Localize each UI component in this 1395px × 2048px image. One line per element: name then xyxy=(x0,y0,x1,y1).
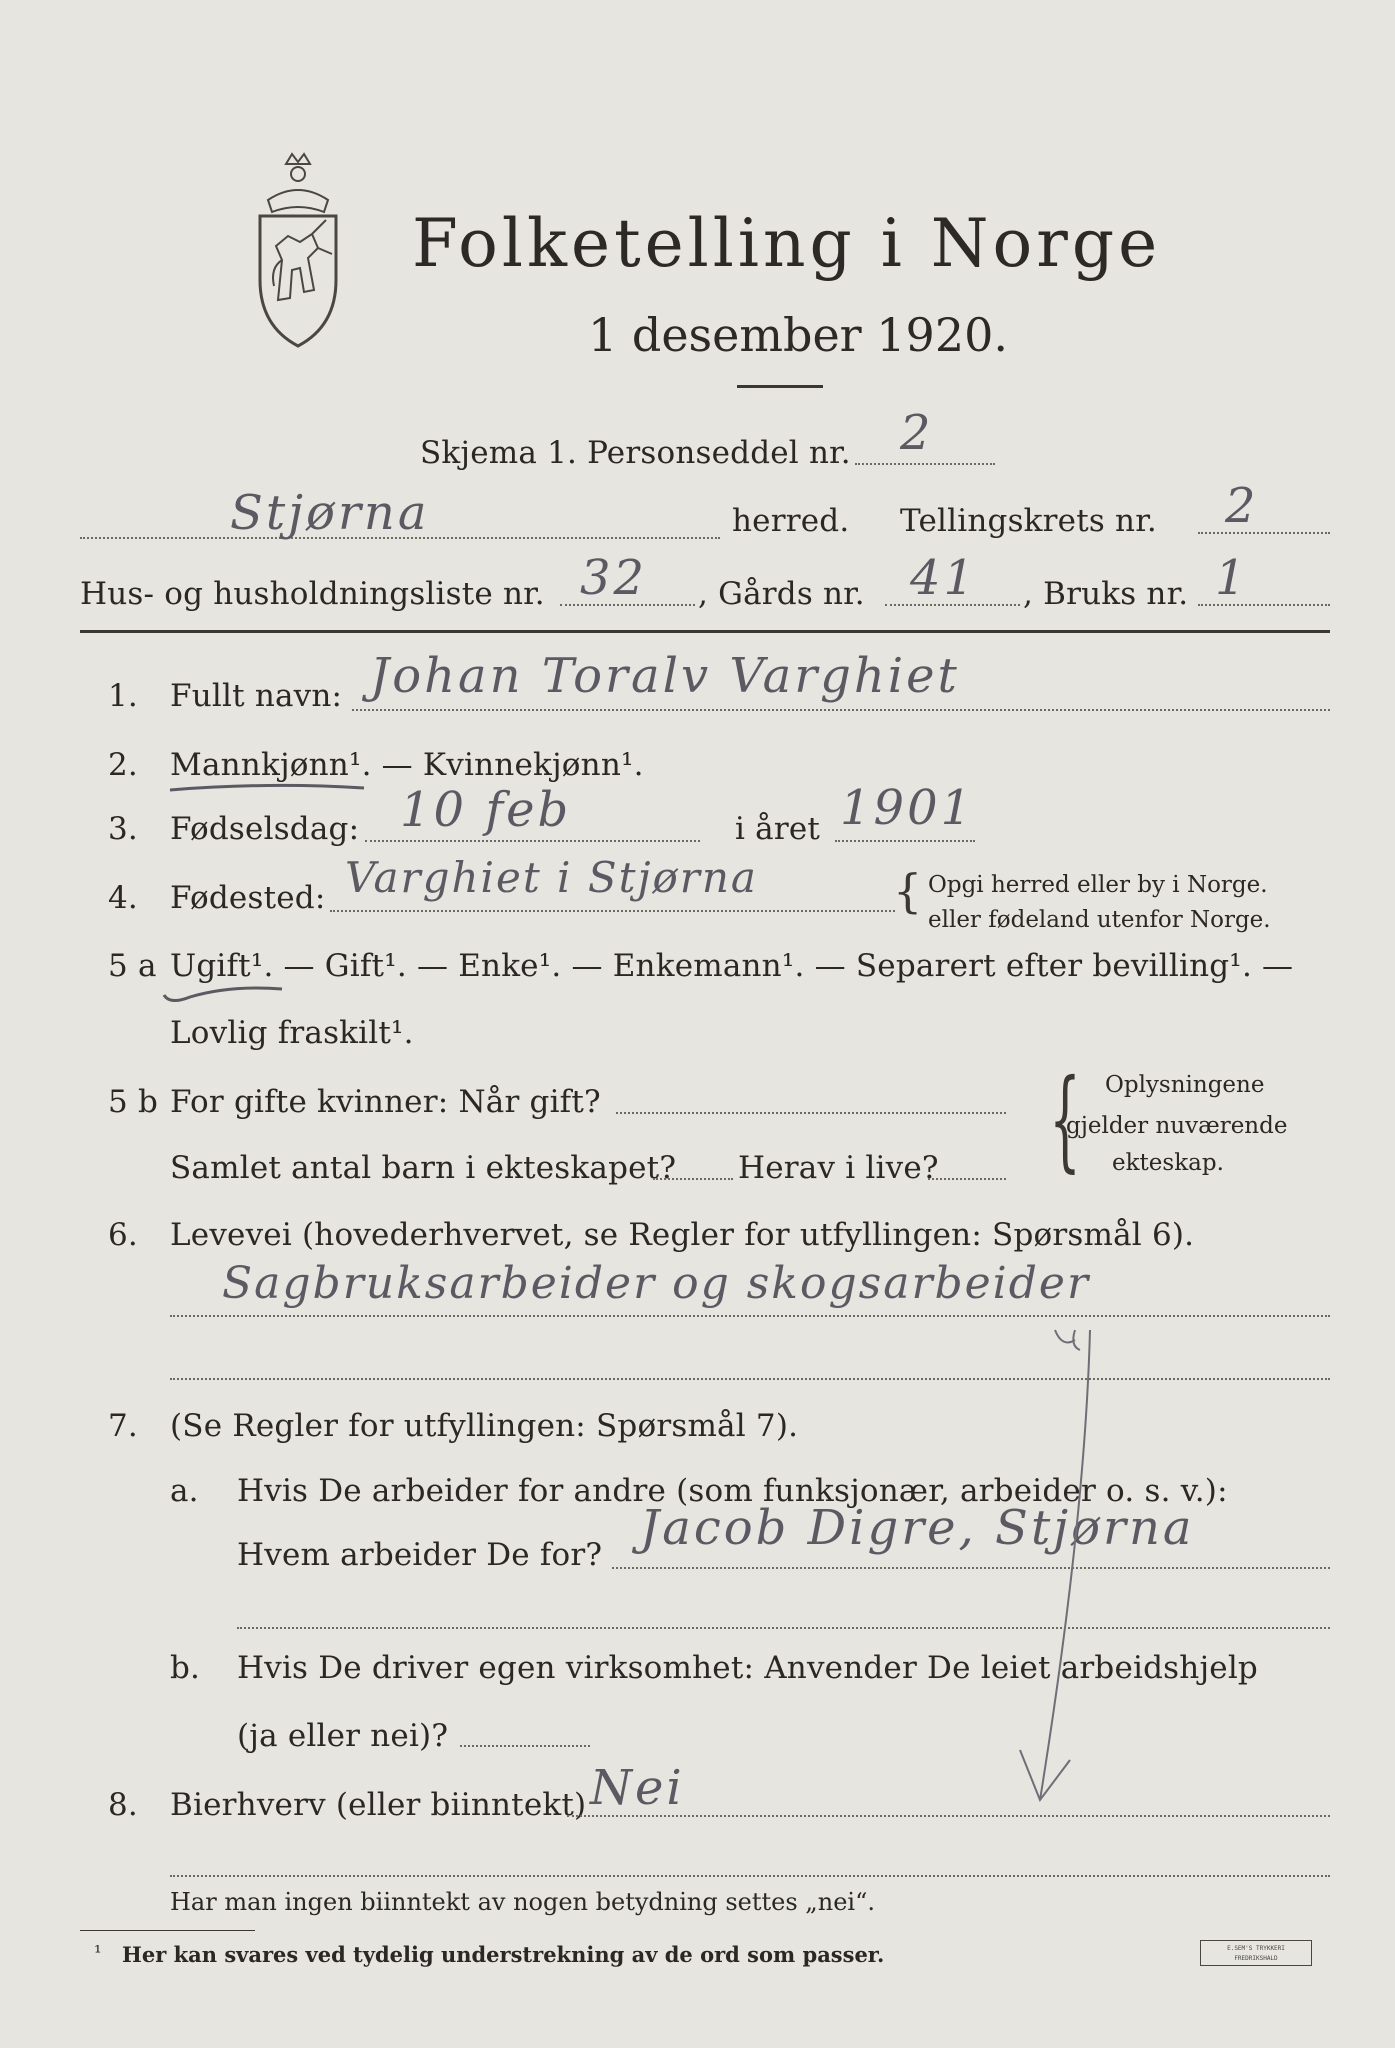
q7a-letter: a. xyxy=(170,1473,199,1509)
q4-label: Fødested: xyxy=(170,880,326,916)
q7a-line1: Hvis De arbeider for andre (som funksjonær, arbeider o. s. v.): xyxy=(237,1473,1228,1509)
birthplace-field-line xyxy=(330,910,895,912)
gards-label: , Gårds nr. xyxy=(698,576,865,612)
side-income-field-line-2 xyxy=(170,1875,1330,1877)
marital-status-options: Ugift¹. — Gift¹. — Enke¹. — Enkemann¹. — Separert efter bevilling¹. — xyxy=(170,948,1294,984)
birthplace-value[interactable]: Varghiet i Stjørna xyxy=(345,853,758,902)
q8-label: Bierhverv (eller biinntekt) xyxy=(170,1787,587,1823)
q4-number: 4. xyxy=(108,880,138,916)
husholdningsliste-label: Hus- og husholdningsliste nr. xyxy=(80,576,545,612)
occupation-field-line-2 xyxy=(170,1378,1330,1380)
q7a-employer-label: Hvem arbeider De for? xyxy=(237,1537,603,1573)
coat-of-arms-icon xyxy=(238,150,358,350)
year-field-line xyxy=(835,840,975,842)
birthplace-note-line2: eller fødeland utenfor Norge. xyxy=(928,907,1271,933)
marriage-note-brace: { xyxy=(1049,1055,1081,1183)
hired-help-field-line xyxy=(460,1745,590,1747)
q1-field-line xyxy=(352,709,1330,711)
q1-label: Fullt navn: xyxy=(170,678,343,714)
q7b-letter: b. xyxy=(170,1650,201,1686)
employer-value[interactable]: Jacob Digre, Stjørna xyxy=(640,1500,1195,1556)
alive-field-line xyxy=(928,1178,1006,1180)
birthday-field-line xyxy=(365,840,700,842)
occupation-field-line-1 xyxy=(170,1315,1330,1317)
schema-number-value[interactable]: 2 xyxy=(900,405,934,461)
pencil-check-mark xyxy=(1000,1320,1120,1820)
herred-value[interactable]: Stjørna xyxy=(230,485,430,541)
q5a-number: 5 a xyxy=(108,948,157,984)
full-name-value[interactable]: Johan Toralv Varghiet xyxy=(370,648,960,704)
husholdningsliste-value[interactable]: 32 xyxy=(580,550,648,606)
q6-number: 6. xyxy=(108,1217,138,1253)
birth-year-value[interactable]: 1901 xyxy=(840,780,975,836)
q7b-line1: Hvis De driver egen virksomhet: Anvender De leiet arbeidshjelp xyxy=(237,1650,1258,1686)
q5b-alive-label: Herav i live? xyxy=(738,1150,939,1186)
marriage-note-line3: ekteskap. xyxy=(1112,1150,1224,1176)
q5b-children-label: Samlet antal barn i ekteskapet? xyxy=(170,1150,677,1186)
printer-stamp: E.SEM'S TRYKKERI FREDRIKSHALD xyxy=(1200,1940,1312,1966)
q7b-hired-help-label: (ja eller nei)? xyxy=(237,1718,449,1754)
q3-label: Fødselsdag: xyxy=(170,811,360,847)
q1-number: 1. xyxy=(108,678,138,714)
biinntekt-note: Har man ingen biinntekt av nogen betydning settes „nei“. xyxy=(170,1888,875,1916)
q6-label: Levevei (hovederhvervet, se Regler for utfyllingen: Spørsmål 6). xyxy=(170,1217,1195,1253)
footnote-rule xyxy=(80,1930,255,1931)
footnote-text: Her kan svares ved tydelig understrekning av de ord som passer. xyxy=(122,1942,885,1967)
tellingskrets-value[interactable]: 2 xyxy=(1225,478,1259,534)
marriage-note-line2: gjelder nuværende xyxy=(1066,1113,1288,1139)
gender-underline-mark xyxy=(168,780,368,796)
tellingskrets-label: Tellingskrets nr. xyxy=(900,503,1157,539)
q7-label: (Se Regler for utfyllingen: Spørsmål 7). xyxy=(170,1408,799,1444)
marital-status-underline-mark xyxy=(160,975,290,1005)
census-date: 1 desember 1920. xyxy=(588,308,1008,362)
marital-status-options-cont: Lovlig fraskilt¹. xyxy=(170,1015,414,1051)
employer-field-line-2 xyxy=(237,1627,1330,1629)
schema-field-line xyxy=(855,463,995,465)
q5b-married-when-label: For gifte kvinner: Når gift? xyxy=(170,1084,601,1120)
title-divider xyxy=(737,385,823,388)
page-title: Folketelling i Norge xyxy=(412,205,1162,282)
schema-label: Skjema 1. Personseddel nr. xyxy=(420,435,851,471)
tellingskrets-field-line xyxy=(1198,532,1330,534)
married-when-field-line xyxy=(616,1112,1006,1114)
gender-options: Mannkjønn¹. — Kvinnekjønn¹. xyxy=(170,747,644,783)
bruks-label: , Bruks nr. xyxy=(1023,576,1189,612)
side-income-value[interactable]: Nei xyxy=(590,1760,685,1816)
bruks-value[interactable]: 1 xyxy=(1215,550,1249,606)
q7-number: 7. xyxy=(108,1408,138,1444)
marriage-note-line1: Oplysningene xyxy=(1105,1072,1265,1098)
footnote-marker: ¹ xyxy=(94,1942,102,1964)
header-rule xyxy=(80,630,1330,633)
year-label: i året xyxy=(735,811,821,847)
q5b-number: 5 b xyxy=(108,1084,159,1120)
herred-label: herred. xyxy=(732,503,850,539)
children-field-line xyxy=(653,1178,733,1180)
gards-value[interactable]: 41 xyxy=(910,550,978,606)
birthplace-note-line1: Opgi herred eller by i Norge. xyxy=(928,872,1268,898)
q8-number: 8. xyxy=(108,1787,138,1823)
employer-field-line-1 xyxy=(612,1567,1330,1569)
q3-number: 3. xyxy=(108,811,138,847)
q2-number: 2. xyxy=(108,747,138,783)
birthplace-note-brace: { xyxy=(893,864,923,918)
occupation-value[interactable]: Sagbruksarbeider og skogsarbeider xyxy=(222,1258,1090,1309)
birthday-value[interactable]: 10 feb xyxy=(400,782,572,838)
